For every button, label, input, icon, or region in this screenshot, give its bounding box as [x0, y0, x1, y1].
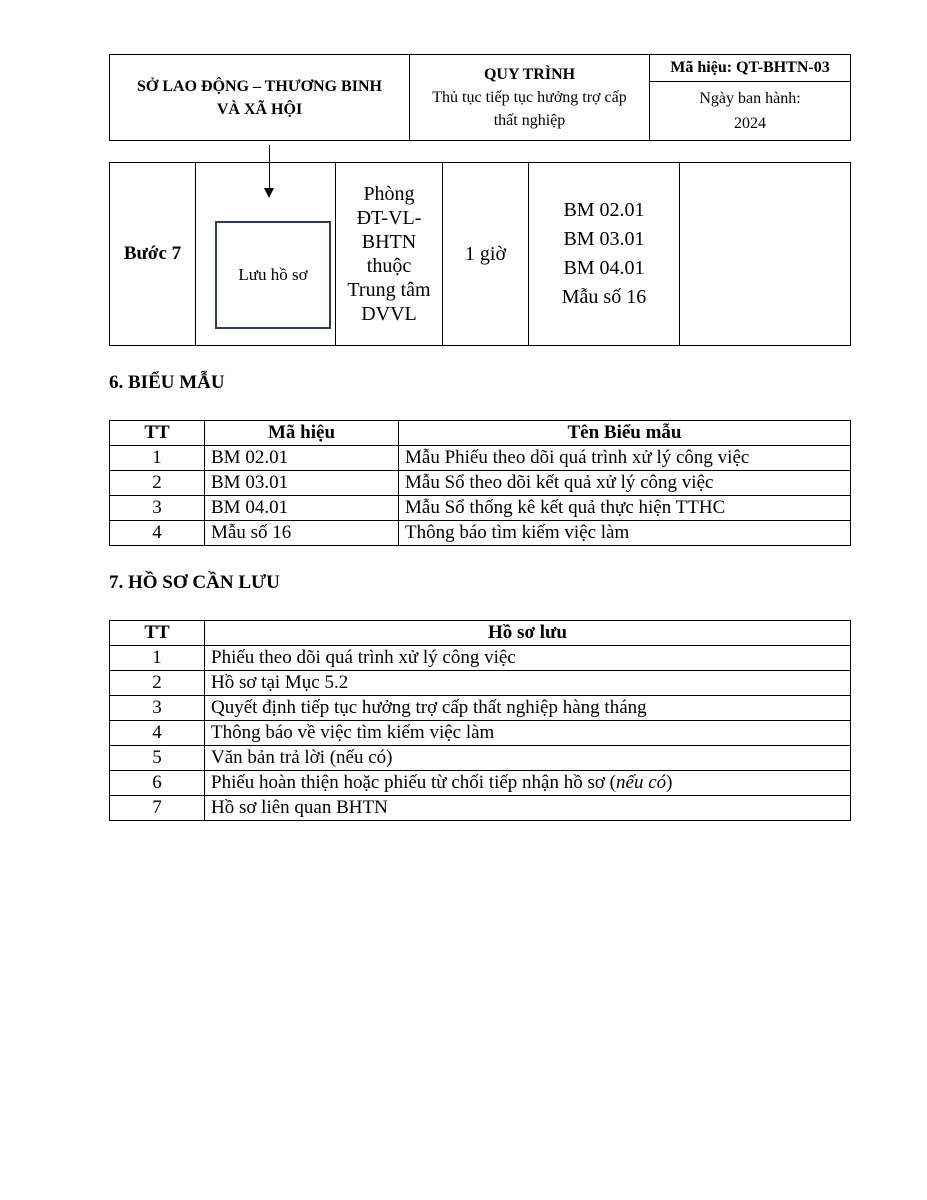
form-code: BM 02.01	[563, 199, 645, 221]
organization-name-line1: SỞ LAO ĐỘNG – THƯƠNG BINH	[137, 77, 382, 95]
record-name-italic: nếu có	[616, 772, 667, 793]
table-row	[110, 796, 851, 821]
form-code: BM 04.01	[563, 257, 645, 279]
flow-connector-line	[269, 145, 270, 189]
table-row	[110, 646, 851, 671]
responsible-line: DVVL	[361, 303, 417, 325]
record-name	[205, 771, 851, 796]
table-row	[110, 721, 851, 746]
record-name: Hồ sơ tại Mục 5.2	[205, 671, 851, 696]
form-code: BM 04.01	[205, 496, 399, 521]
row-number: 2	[110, 671, 205, 696]
procedure-subtitle-line1: Thủ tục tiếp tục hưởng trợ cấp	[432, 88, 627, 106]
responsible-line: BHTN	[361, 231, 417, 253]
process-step-table	[109, 162, 851, 346]
row-number: 7	[110, 796, 205, 821]
table-row	[110, 521, 851, 546]
table-row	[110, 446, 851, 471]
notes-cell	[680, 163, 851, 346]
column-header: Hồ sơ lưu	[205, 621, 851, 646]
responsible-line: Phòng	[363, 183, 415, 205]
procedure-cell	[410, 55, 650, 141]
responsible-line: thuộc	[366, 255, 412, 277]
table-row	[110, 471, 851, 496]
record-name-end: )	[666, 772, 673, 793]
table-row	[110, 696, 851, 721]
section-6-heading: 6. BIỂU MẪU	[109, 372, 225, 393]
procedure-title: QUY TRÌNH	[483, 65, 576, 83]
form-code: Mẫu số 16	[205, 521, 399, 546]
step-time: 1 giờ	[443, 163, 529, 346]
row-number: 4	[110, 521, 205, 546]
forms-table	[109, 420, 851, 546]
step-label: Bước 7	[110, 163, 196, 346]
row-number: 1	[110, 646, 205, 671]
form-name: Mẫu Sổ theo dõi kết quả xử lý công việc	[399, 471, 851, 496]
flow-process-label: Lưu hồ sơ	[238, 265, 308, 284]
row-number: 4	[110, 721, 205, 746]
organization-name-line2: VÀ XÃ HỘI	[216, 100, 303, 118]
table-row	[110, 671, 851, 696]
row-number: 6	[110, 771, 205, 796]
record-name: Hồ sơ liên quan BHTN	[205, 796, 851, 821]
row-number: 2	[110, 471, 205, 496]
issue-date-label: Ngày ban hành:	[699, 90, 801, 107]
responsible-line: Trung tâm	[347, 279, 431, 301]
issue-date-cell	[650, 82, 851, 141]
column-header: Tên Biểu mẫu	[399, 421, 851, 446]
organization-cell	[110, 55, 410, 141]
flow-arrow-icon	[264, 188, 274, 198]
form-name: Mẫu Sổ thống kê kết quả thực hiện TTHC	[399, 496, 851, 521]
table-row	[110, 496, 851, 521]
column-header: Mã hiệu	[205, 421, 399, 446]
column-header: TT	[110, 421, 205, 446]
responsible-cell	[336, 163, 443, 346]
flow-process-box	[215, 221, 331, 329]
record-name-text: Phiếu hoàn thiện hoặc phiếu từ chối tiếp nhận hồ sơ (	[211, 772, 617, 793]
form-name: Mẫu Phiếu theo dõi quá trình xử lý công việc	[399, 446, 851, 471]
record-name: Phiếu theo dõi quá trình xử lý công việc	[205, 646, 851, 671]
form-code: BM 02.01	[205, 446, 399, 471]
row-number: 5	[110, 746, 205, 771]
form-code: BM 03.01	[205, 471, 399, 496]
column-header: TT	[110, 621, 205, 646]
record-name: Quyết định tiếp tục hưởng trợ cấp thất nghiệp hàng tháng	[205, 696, 851, 721]
responsible-line: ĐT-VL-	[356, 207, 422, 229]
forms-cell	[529, 163, 680, 346]
flowchart-cell	[196, 163, 336, 346]
records-table	[109, 620, 851, 821]
table-row	[110, 771, 851, 796]
record-name: Thông báo về việc tìm kiếm việc làm	[205, 721, 851, 746]
procedure-subtitle-line2: thất nghiệp	[493, 111, 566, 129]
row-number: 1	[110, 446, 205, 471]
row-number: 3	[110, 496, 205, 521]
table-header-row	[110, 621, 851, 646]
record-name: Văn bản trả lời (nếu có)	[205, 746, 851, 771]
table-header-row	[110, 421, 851, 446]
form-code: BM 03.01	[563, 228, 645, 250]
row-number: 3	[110, 696, 205, 721]
form-code: Mẫu số 16	[561, 286, 647, 308]
document-header	[109, 54, 851, 141]
issue-date-year: 2024	[734, 115, 766, 132]
document-code: Mã hiệu: QT-BHTN-03	[650, 55, 851, 82]
form-name: Thông báo tìm kiếm việc làm	[399, 521, 851, 546]
table-row	[110, 746, 851, 771]
section-7-heading: 7. HỒ SƠ CẦN LƯU	[109, 572, 280, 593]
